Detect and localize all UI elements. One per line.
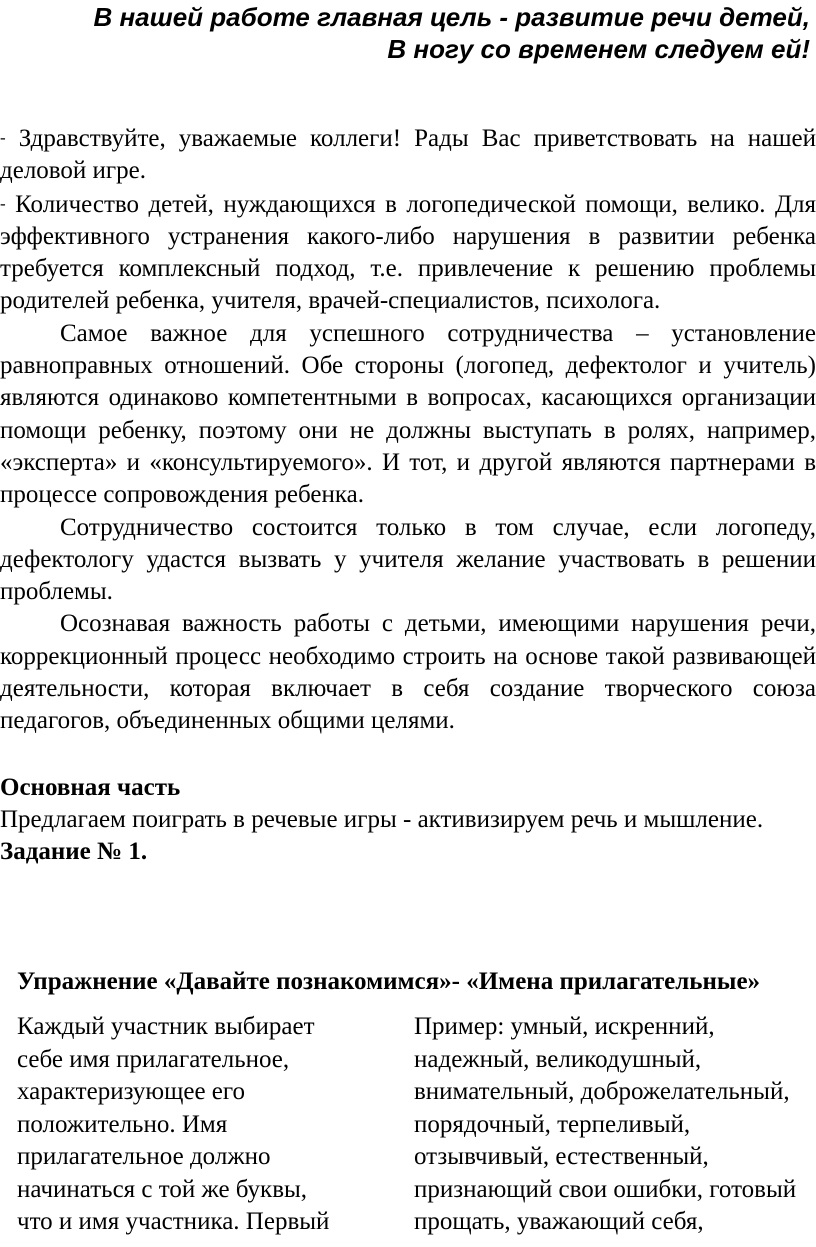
instruction-line: себе имя прилагательное, <box>17 1045 290 1073</box>
instruction-line: положительно. Имя <box>17 1110 228 1138</box>
instructions-column <box>17 1011 329 1239</box>
children-count-text: Количество детей, нуждающихся в логопедической помощи, велико. Для эффективного устранения какого-либо нарушения в развитии ребенка требуется комплексный подход, т.е. привлечение к решению проблемы родителей ребенка, учителя, врачей-специалистов, психолога. <box>0 190 816 315</box>
example-line: надежный, великодушный, <box>414 1045 702 1073</box>
list-dash: - <box>0 128 6 147</box>
exercise-title: Упражнение «Давайте познакомимся»- «Имена прилагательные» <box>17 968 761 995</box>
collaboration-condition-paragraph: Сотрудничество состоится только в том случае, если логопеду, дефектологу удастся вызвать у учителя желание участвовать в решении проблемы. <box>0 513 816 606</box>
spacer <box>0 738 816 772</box>
task-heading: Задание № 1. <box>0 838 148 866</box>
example-line: внимательный, доброжелательный, <box>414 1078 790 1105</box>
motto-line-2: В ногу со временем следуем ей! <box>387 34 810 64</box>
list-dash: - <box>0 193 6 213</box>
example-line: Пример: умный, искренний, <box>414 1013 715 1040</box>
document-body <box>0 122 816 869</box>
instruction-line: Каждый участник выбирает <box>17 1013 315 1040</box>
example-line: порядочный, терпеливый, <box>414 1110 691 1138</box>
examples-column <box>414 1011 796 1239</box>
greeting-paragraph <box>0 122 816 188</box>
motto-line-1: В нашей работе главная цель - развитие речи детей, <box>93 2 810 32</box>
main-part-heading: Основная часть <box>0 773 181 801</box>
instruction-line: прилагательное должно <box>17 1143 271 1170</box>
main-part-text: Предлагаем поиграть в речевые игры - активизируем речь и мышление. <box>0 805 764 833</box>
instruction-line: характеризующее его <box>17 1078 246 1105</box>
example-line: признающий свои ошибки, готовый <box>414 1175 797 1203</box>
children-count-paragraph <box>0 188 816 318</box>
example-line: отзывчивый, естественный, <box>414 1143 709 1170</box>
greeting-text: Здравствуйте, уважаемые коллеги! Рады Вас приветствовать на нашей деловой игре. <box>0 125 816 185</box>
instruction-line: что и имя участника. Первый <box>17 1208 330 1235</box>
correction-process-paragraph: Осознавая важность работы с детьми, имеющими нарушения речи, коррекционный процесс необходимо строить на основе такой развивающей деятельности, которая включает в себя создание творческого союза педагогов, объединенных общими целями. <box>0 610 816 735</box>
instruction-line: начинаться с той же буквы, <box>17 1175 308 1203</box>
example-line: прощать, уважающий себя, <box>414 1208 704 1235</box>
cooperation-paragraph: Самое важное для успешного сотрудничества – установление равноправных отношений. Обе стороны (логопед, дефектолог и учитель) являются одинаково компетентными в вопросах, касающихся организации помощи ребенку, поэтому они не должны выступать в ролях, например, «эксперта» и «консультируемого». И тот, и другой являются партнерами в процессе сопровождения ребенка. <box>0 319 816 509</box>
